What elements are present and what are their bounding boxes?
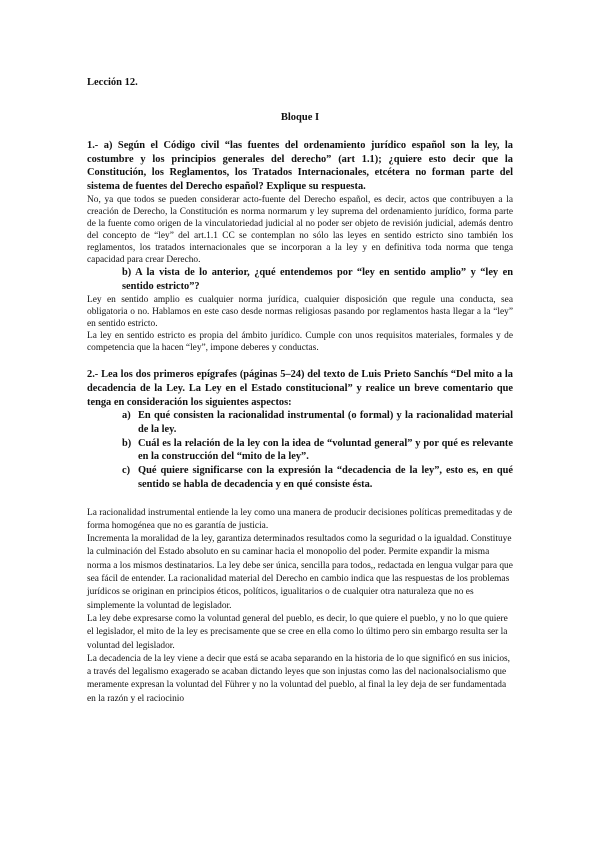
answer-1b-broad: Ley en sentido amplio es cualquier norma jurídica, cualquier disposición que regule una conducta, sea obligatoria o no. Hablamos en este caso desde normas religiosas pasando por reglamentos hasta llegar a la “ley” en sentido estricto. bbox=[87, 294, 513, 329]
lesson-title: Lección 12. bbox=[87, 77, 138, 88]
aspect-item: b) Cuál es la relación de la ley con la idea de “voluntad general” y por qué es relevante en la construcción del “mito de la ley”. bbox=[122, 437, 513, 463]
question-2-aspects bbox=[87, 409, 513, 491]
answer-1b-strict: La ley en sentido estricto es propia del ámbito jurídico. Cumple con unos requisitos materiales, formales y de competencia que la hacen “ley”, impone deberes y conductas. bbox=[87, 331, 513, 354]
answer-1: No, ya que todos se pueden considerar acto-fuente del Derecho español, es decir, actos que contribuyen a la creación de Derecho, la Constitución es norma normarum y ley suprema del ordenamiento jurídico, forma parte de la fuente como origen de la vinculatoriedad judicial al no poder ser objeto de revisión judicial, además dentro del concepto de “ley” del art.1.1 CC se contemplan no sólo las leyes en sentido estricto sino también los reglamentos, los tratados internacionales que se incorporan a la ley y en definitiva toda norma que tenga capacidad para crear Derecho. bbox=[87, 194, 513, 266]
answer-2 bbox=[87, 507, 513, 706]
answer-2-paragraph: La racionalidad instrumental entiende la ley como una manera de producir decisiones políticas premeditadas y de forma homogénea que no es garantía de justicia. bbox=[87, 507, 513, 531]
answer-2-paragraph: La ley debe expresarse como la voluntad general del pueblo, es decir, lo que quiere el pueblo, y no lo que quiere el legislador, el mito de la ley es precisamente que se cree en ella como lo último pero sin embargo resulta ser la voluntad del legislador. bbox=[87, 613, 508, 651]
aspect-item: a) En qué consisten la racionalidad instrumental (o formal) y la racionalidad material de la ley. bbox=[122, 410, 513, 436]
aspect-item: c) Qué quiere significarse con la expresión la “decadencia de la ley”, esto es, en qué sentido se habla de decadencia y en qué consiste ésta. bbox=[122, 465, 513, 490]
question-1: 1.- a) Según el Código civil “las fuentes del ordenamiento jurídico español son la ley, la costumbre y los principios generales del derecho” (art 1.1); ¿quiere esto decir que la Constitución, los Reglamentos, los Tratados Internacionales, etcétera no forman parte del sistema de fuentes del Derecho español? Explique su respuesta. bbox=[87, 140, 513, 193]
block-title: Bloque I bbox=[280, 112, 320, 123]
document-body bbox=[87, 139, 513, 706]
question-1b: b) A la vista de lo anterior, ¿qué entendemos por “ley en sentido amplio” y “ley en sentido estricto”? bbox=[122, 267, 513, 293]
answer-2-paragraph: La decadencia de la ley viene a decir que está se acaba separando en la historia de lo que significó en sus inicios, a través del legalismo exagerado se acaban dictando leyes que son injustas como las del nacionalsocialismo que meramente expresan la voluntad del Führer y no la voluntad del pueblo, al final la ley deja de ser fundamentada en la razón y el raciocinio bbox=[87, 653, 511, 704]
answer-2-paragraph: Incrementa la moralidad de la ley, garantiza determinados resultados como la seguridad o la igualdad. Constituye la culminación del Estado absoluto en su caminar hacia el monopolio del poder. Permite expandir la misma norma a los mismos destinatarios. La ley debe ser única, sencilla para todos,, redactada en lengua vulgar para que sea fácil de entender. La racionalidad material del Derecho en cambio indica que las respuestas de los problemas jurídicos se originan en principios éticos, políticos, igualitarios o de cualquier otra naturaleza que no es simplemente la voluntad de legislador. bbox=[87, 534, 513, 611]
question-2: 2.- Lea los dos primeros epígrafes (páginas 5–24) del texto de Luis Prieto Sanchís “Del mito a la decadencia de la Ley. La Ley en el Estado constitucional” y realice un breve comentario que tenga en consideración los siguientes aspectos: bbox=[87, 369, 513, 408]
